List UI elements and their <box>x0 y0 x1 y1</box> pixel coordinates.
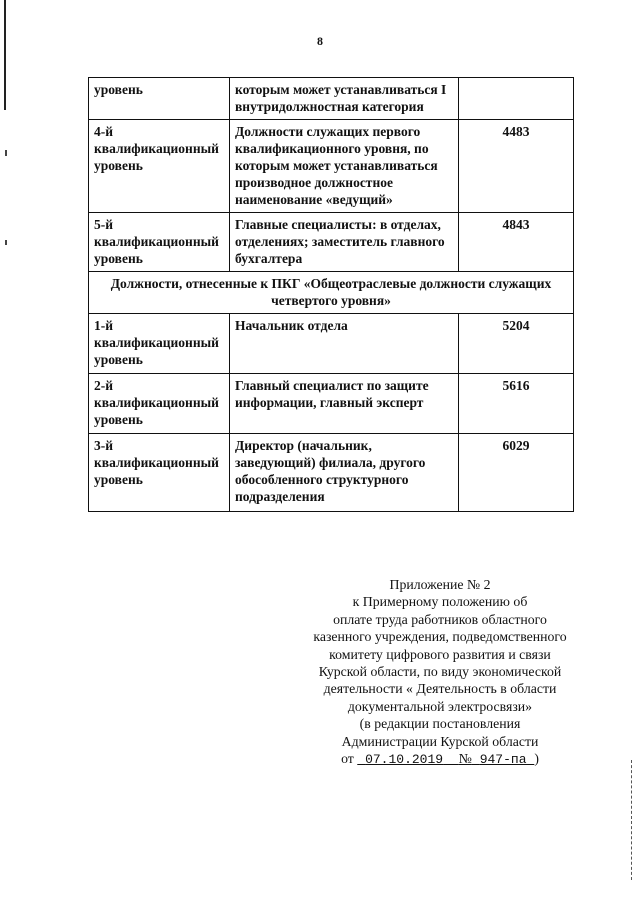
level-cell: 1-й квалификационный уровень <box>89 314 230 374</box>
date-prefix: от <box>341 751 354 767</box>
document-date <box>357 752 458 767</box>
level-cell: уровень <box>89 78 230 120</box>
position-cell: которым может устанавливаться I внутридолжностная категория <box>230 78 459 120</box>
salary-cell: 6029 <box>459 434 574 512</box>
appendix-line: Курской области, по виду экономической <box>318 664 562 680</box>
position-cell: Должности служащих первого квалификационного уровня, по которым может устанавливаться производное должностное наименование «ведущий» <box>230 120 459 213</box>
appendix-line: к Примерному положению об <box>352 594 528 610</box>
document-date-value: 07.10.2019 <box>365 752 444 768</box>
salary-cell: 5616 <box>459 374 574 434</box>
salary-cell <box>459 78 574 120</box>
level-cell: 5-й квалификационный уровень <box>89 213 230 272</box>
table-row <box>89 434 574 512</box>
table-group-row <box>89 272 574 314</box>
position-cell: Главный специалист по защите информации, главный эксперт <box>230 374 459 434</box>
table-row <box>89 78 574 120</box>
salary-cell: 5204 <box>459 314 574 374</box>
level-cell: 4-й квалификационный уровень <box>89 120 230 213</box>
number-prefix: № <box>458 751 472 767</box>
closing-paren: ) <box>534 751 539 767</box>
appendix-line: деятельности « Деятельность в области <box>323 681 557 697</box>
table-row <box>89 213 574 272</box>
scan-edge-mark <box>5 240 7 245</box>
level-cell: 2-й квалификационный уровень <box>89 374 230 434</box>
salary-table <box>88 77 574 512</box>
appendix-block <box>270 576 610 768</box>
table-row <box>89 374 574 434</box>
scan-edge-line <box>4 0 6 110</box>
position-cell: Директор (начальник, заведующий) филиала, другого обособленного структурного подразделения <box>230 434 459 512</box>
page-number: 8 <box>317 34 323 48</box>
appendix-date-line <box>270 750 610 768</box>
position-cell: Начальник отдела <box>230 314 459 374</box>
scan-edge-marks <box>631 760 634 880</box>
appendix-line: Администрации Курской области <box>341 733 539 749</box>
appendix-line: комитету цифрового развития и связи <box>329 646 551 662</box>
appendix-line: документальной электросвязи» <box>347 698 533 714</box>
position-cell: Главные специалисты: в отделах, отделениях; заместитель главного бухгалтера <box>230 213 459 272</box>
document-number <box>472 752 534 767</box>
document-number-value: 947-па <box>479 752 527 768</box>
salary-cell: 4843 <box>459 213 574 272</box>
group-header-cell: Должности, отнесенные к ПКГ «Общеотраслевые должности служащих четвертого уровня» <box>89 272 574 314</box>
appendix-line: оплате труда работников областного <box>333 611 547 627</box>
salary-cell: 4483 <box>459 120 574 213</box>
appendix-title: Приложение № 2 <box>389 577 491 592</box>
appendix-line: казенного учреждения, подведомственного <box>313 629 567 645</box>
scan-edge-mark <box>5 150 7 156</box>
table-row <box>89 314 574 374</box>
appendix-line: (в редакции постановления <box>359 716 521 732</box>
level-cell: 3-й квалификационный уровень <box>89 434 230 512</box>
table-row <box>89 120 574 213</box>
